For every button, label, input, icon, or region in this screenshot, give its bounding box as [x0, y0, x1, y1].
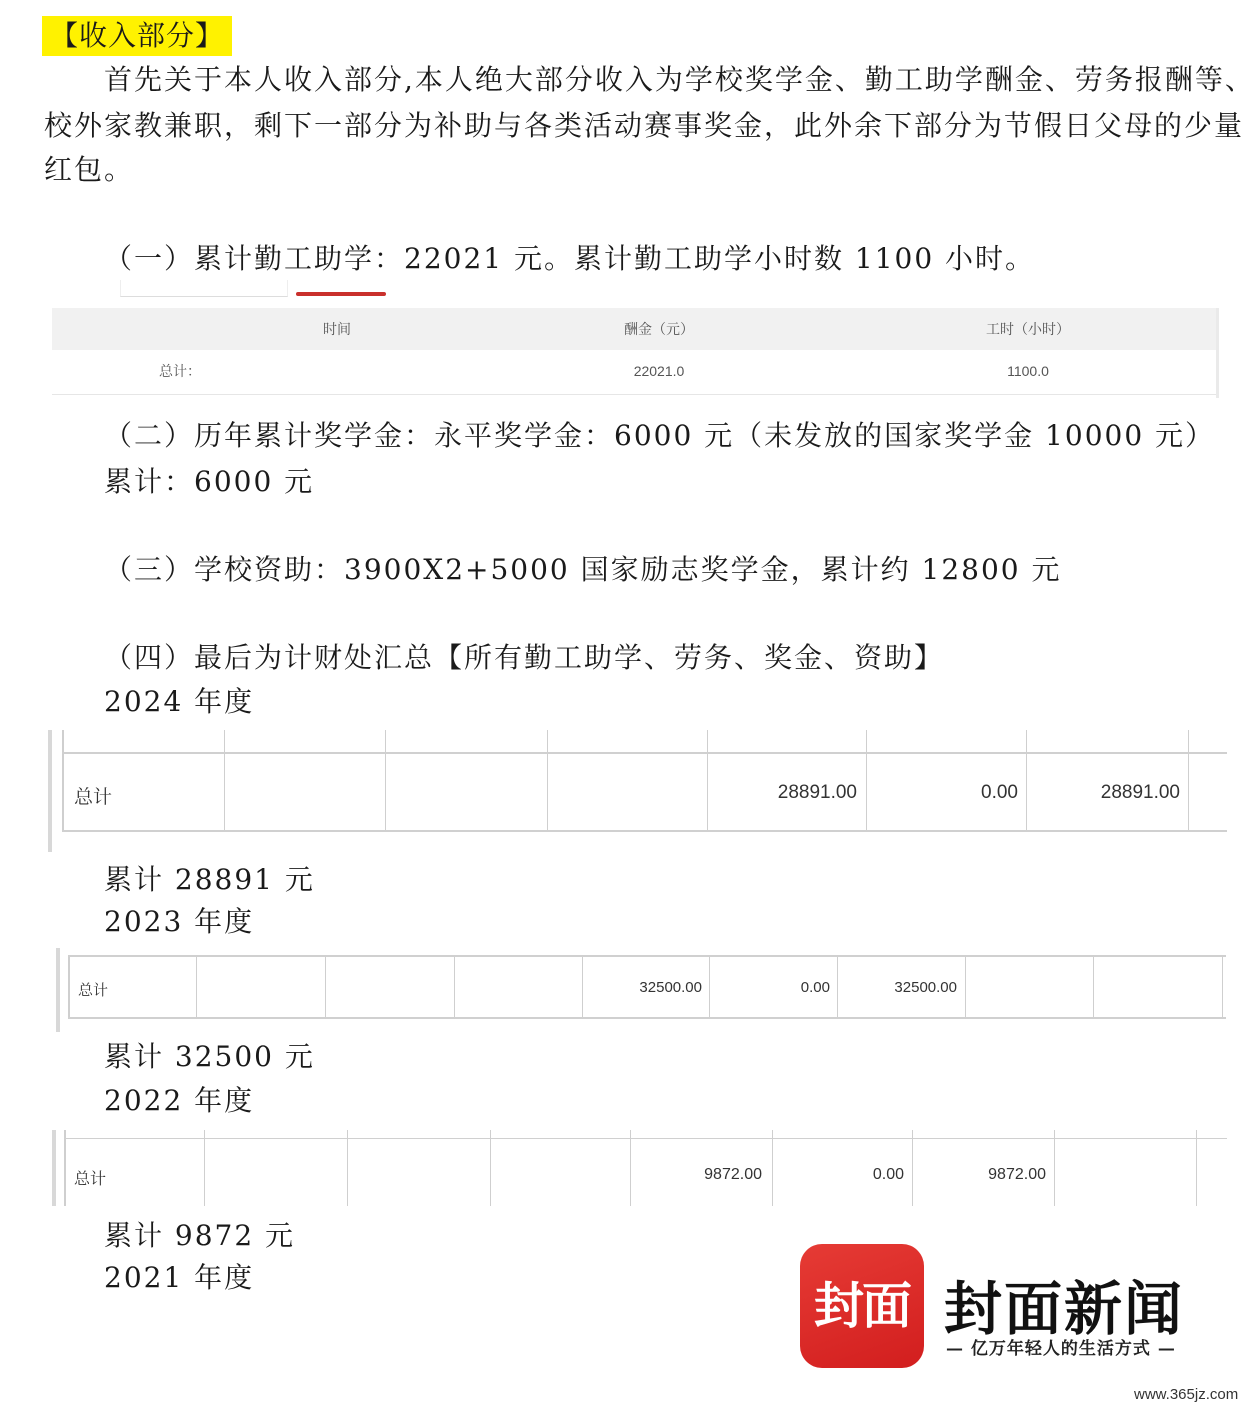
year-2022-sum: 累计 9872 元	[104, 1219, 296, 1252]
table-2023-left-bar	[56, 948, 60, 1032]
section-3-title: （三）学校资助：3900X2+5000 国家励志奖学金，累计约 12800 元	[104, 553, 1062, 586]
table-border	[64, 1138, 1227, 1139]
table-border	[347, 1130, 348, 1206]
table-border	[454, 955, 455, 1019]
table-2024-left-bar	[48, 730, 52, 852]
year-2022-label: 2022 年度	[104, 1084, 255, 1117]
table-2024	[62, 730, 1227, 834]
table-border	[707, 730, 708, 832]
table-border	[1222, 955, 1223, 1019]
table-border	[62, 752, 1227, 754]
table-border	[547, 730, 548, 832]
year-2021-label: 2021 年度	[104, 1261, 255, 1294]
total-value-2: 0.00	[981, 782, 1018, 803]
intro-line-3: 红包。	[44, 153, 135, 186]
total-label: 总计	[74, 1171, 107, 1188]
table-border	[490, 1130, 491, 1206]
row-pay: 22021.0	[633, 363, 685, 379]
tab-left[interactable]	[120, 280, 288, 297]
table-border	[64, 1130, 66, 1206]
cover-news-logo-mark: 封面	[800, 1244, 924, 1368]
header-pay: 酬金（元）	[624, 321, 694, 337]
table-border	[1196, 1130, 1197, 1206]
table-header	[52, 308, 1216, 350]
table-border	[68, 955, 70, 1019]
table-border	[68, 955, 1226, 957]
year-2024-sum: 累计 28891 元	[104, 863, 315, 896]
total-value-1: 9872.00	[704, 1166, 762, 1183]
total-value-3: 9872.00	[988, 1166, 1046, 1183]
year-2023-label: 2023 年度	[104, 905, 255, 938]
intro-line-2: 校外家教兼职，剩下一部分为补助与各类活动赛事奖金，此外余下部分为节假日父母的少量	[44, 109, 1245, 142]
total-value-3: 32500.00	[894, 979, 957, 996]
tab-active-indicator	[296, 292, 386, 296]
table-border	[965, 955, 966, 1019]
table-2023	[68, 955, 1226, 1021]
table-border	[196, 955, 197, 1019]
total-value-2: 0.00	[872, 1166, 904, 1183]
table-2022	[64, 1130, 1227, 1206]
table-border	[325, 955, 326, 1019]
total-value-1: 32500.00	[639, 979, 702, 996]
section-1-title: （一）累计勤工助学：22021 元。累计勤工助学小时数 1100 小时。	[104, 242, 1036, 275]
total-value-2: 0.00	[800, 979, 830, 996]
section-heading: 【收入部分】	[42, 16, 232, 56]
work-study-table	[52, 308, 1219, 398]
row-hours: 1100.0	[1007, 363, 1049, 379]
section-4-title: （四）最后为计财处汇总【所有勤工助学、劳务、奖金、资助】	[104, 641, 945, 674]
table-border	[385, 730, 386, 832]
total-label: 总计	[74, 787, 113, 808]
total-value-3: 28891.00	[1100, 782, 1180, 803]
table-border	[224, 730, 225, 832]
row-total-label: 总计：	[159, 363, 201, 379]
year-2024-label: 2024 年度	[104, 685, 255, 718]
cover-news-logo-name: 封面新闻	[944, 1275, 1185, 1343]
table-border	[204, 1130, 205, 1206]
table-border	[1188, 730, 1189, 832]
section-2-line-2: 累计：6000 元	[104, 465, 315, 498]
intro-line-1: 首先关于本人收入部分,本人绝大部分收入为学校奖学金、勤工助学酬金、劳务报酬等、	[104, 63, 1255, 96]
total-value-1: 28891.00	[777, 782, 857, 803]
cover-news-slogan: — 亿万年轻人的生活方式 —	[946, 1339, 1176, 1359]
table-border	[866, 730, 867, 832]
header-hours: 工时（小时）	[986, 321, 1070, 337]
year-2023-sum: 累计 32500 元	[104, 1040, 315, 1073]
section-2-line-1: （二）历年累计奖学金：永平奖学金：6000 元（未发放的国家奖学金 10000 元）	[104, 419, 1216, 452]
total-label: 总计	[78, 982, 109, 999]
table-border	[1054, 1130, 1055, 1206]
table-border	[1026, 730, 1027, 832]
site-watermark: www.365jz.com	[1134, 1386, 1239, 1403]
table-border	[62, 830, 1227, 832]
header-time: 时间	[323, 321, 351, 337]
table-2022-left-bar	[52, 1130, 56, 1206]
table-border	[62, 730, 64, 832]
table-border	[1093, 955, 1094, 1019]
table-row	[52, 350, 1216, 395]
table-border	[68, 1017, 1226, 1019]
